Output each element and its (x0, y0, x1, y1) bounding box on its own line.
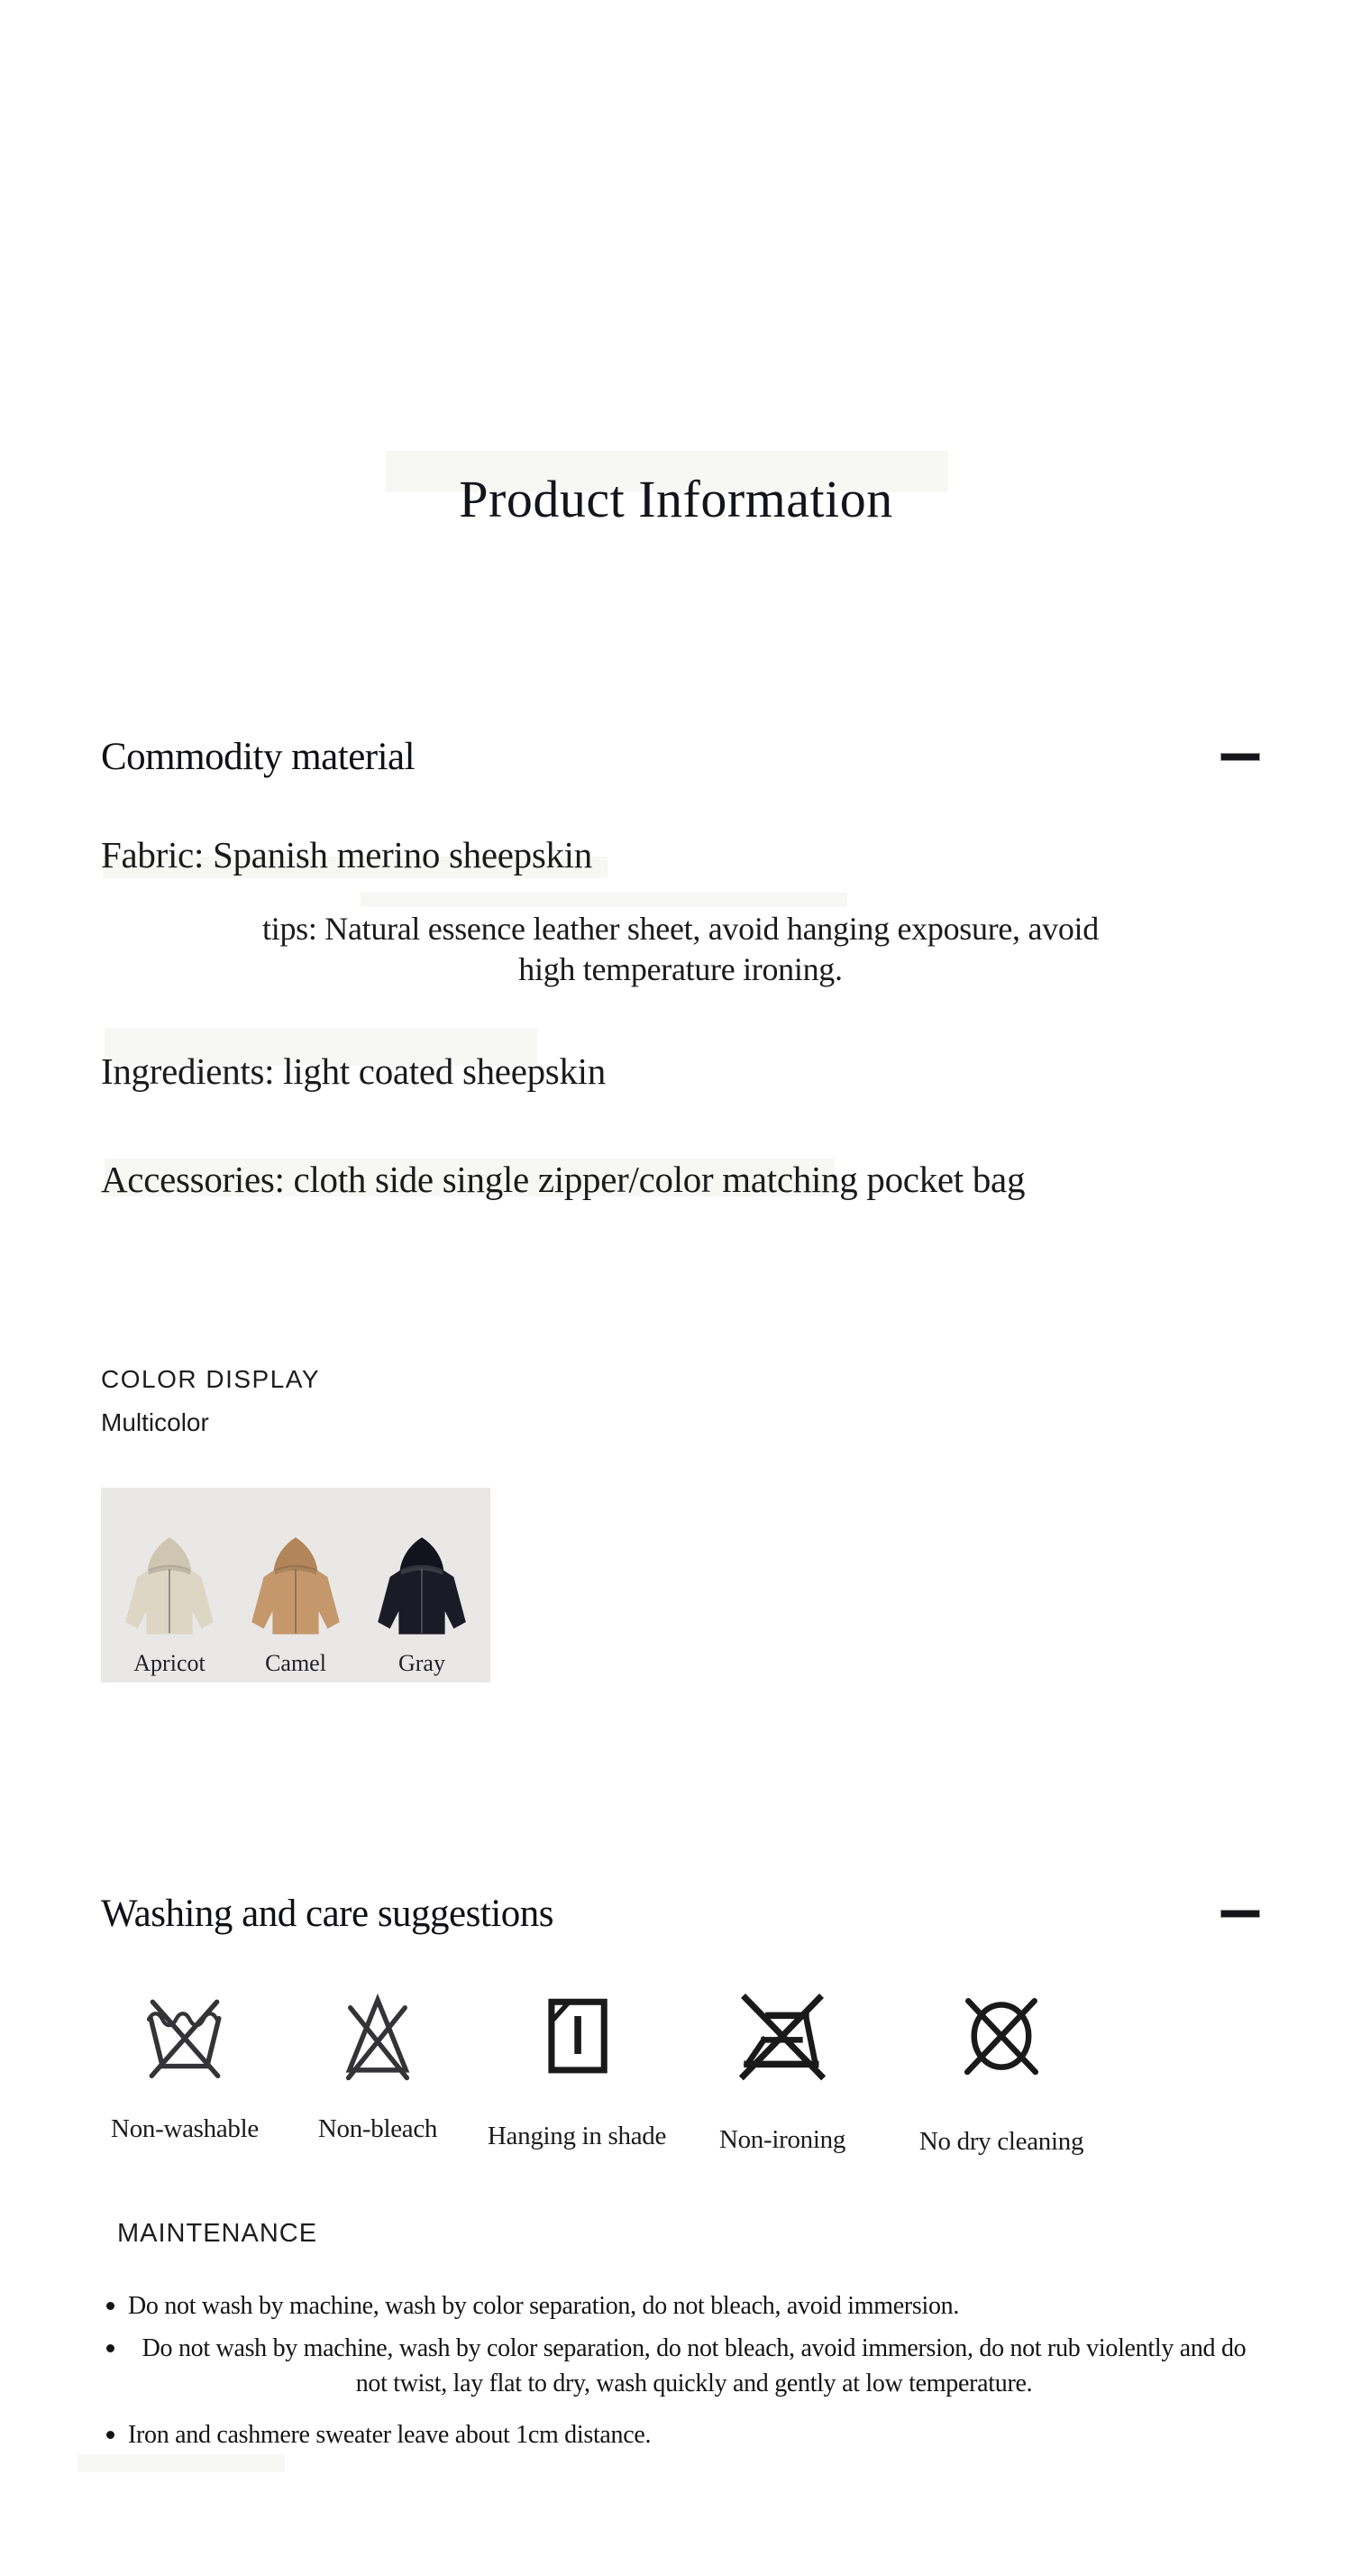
swatch-label: Gray (398, 1650, 445, 1676)
care-label: Hanging in shade (487, 2122, 667, 2150)
collapse-minus-icon[interactable] (1220, 753, 1260, 761)
maintenance-item: Iron and cashmere sweater leave about 1cm distance. (101, 2417, 1260, 2452)
shade-dry-icon (527, 1986, 626, 2084)
page-title: Product Information (459, 470, 893, 528)
care-item-no-bleach (294, 1986, 461, 2147)
tips-line-2: high temperature ironing. (518, 951, 843, 987)
maintenance-heading: MAINTENANCE (117, 2219, 318, 2248)
jacket-image (367, 1518, 477, 1655)
jacket-image (241, 1518, 351, 1655)
ingredients-text: Ingredients: light coated sheepskin (101, 1050, 606, 1092)
care-item-shade-dry (487, 1986, 667, 2154)
no-wash-icon (135, 1986, 234, 2084)
color-display-value: Multicolor (101, 1408, 209, 1436)
background-patch (78, 2454, 285, 2472)
swatch-gray (367, 1518, 477, 1682)
tips-text (101, 909, 1260, 990)
swatch-camel (241, 1518, 351, 1682)
color-display-label: COLOR DISPLAY (101, 1365, 321, 1393)
commodity-material-heading: Commodity material (101, 736, 416, 778)
care-label: Non-washable (111, 2114, 259, 2143)
swatch-apricot (114, 1518, 224, 1682)
no-bleach-icon (328, 1986, 427, 2084)
washing-care-heading: Washing and care suggestions (101, 1893, 553, 1935)
maintenance-list (101, 2288, 1260, 2452)
care-label: No dry cleaning (918, 2127, 1084, 2156)
tips-line-1: tips: Natural essence leather sheet, avoid hanging exposure, avoid (262, 911, 1099, 947)
color-swatch-strip (101, 1488, 490, 1682)
jacket-image (114, 1518, 224, 1655)
swatch-label: Apricot (133, 1650, 206, 1676)
section-commodity-material[interactable] (101, 735, 1260, 779)
care-item-no-dry-clean (898, 1986, 1105, 2159)
section-washing-care[interactable] (101, 1892, 1260, 1936)
maintenance-item: Do not wash by machine, wash by color separation, do not bleach, avoid immersion, do not rub violently and do not twist, lay flat to dry, wash quickly and gently at low temperature. (101, 2331, 1260, 2401)
no-iron-icon (733, 1986, 832, 2084)
care-item-no-iron (692, 1986, 872, 2158)
care-label: Non-bleach (317, 2114, 438, 2143)
no-dry-clean-icon (952, 1986, 1051, 2084)
care-icons-row (101, 1986, 1260, 2159)
care-label: Non-ironing (718, 2125, 846, 2154)
swatch-label: Camel (265, 1650, 326, 1676)
accessories-text: Accessories: cloth side single zipper/color matching pocket bag (101, 1159, 1026, 1200)
care-item-no-wash (101, 1986, 269, 2147)
fabric-text: Fabric: Spanish merino sheepskin (101, 834, 592, 875)
collapse-minus-icon[interactable] (1220, 1910, 1260, 1918)
maintenance-item: Do not wash by machine, wash by color separation, do not bleach, avoid immersion. (101, 2288, 1260, 2324)
